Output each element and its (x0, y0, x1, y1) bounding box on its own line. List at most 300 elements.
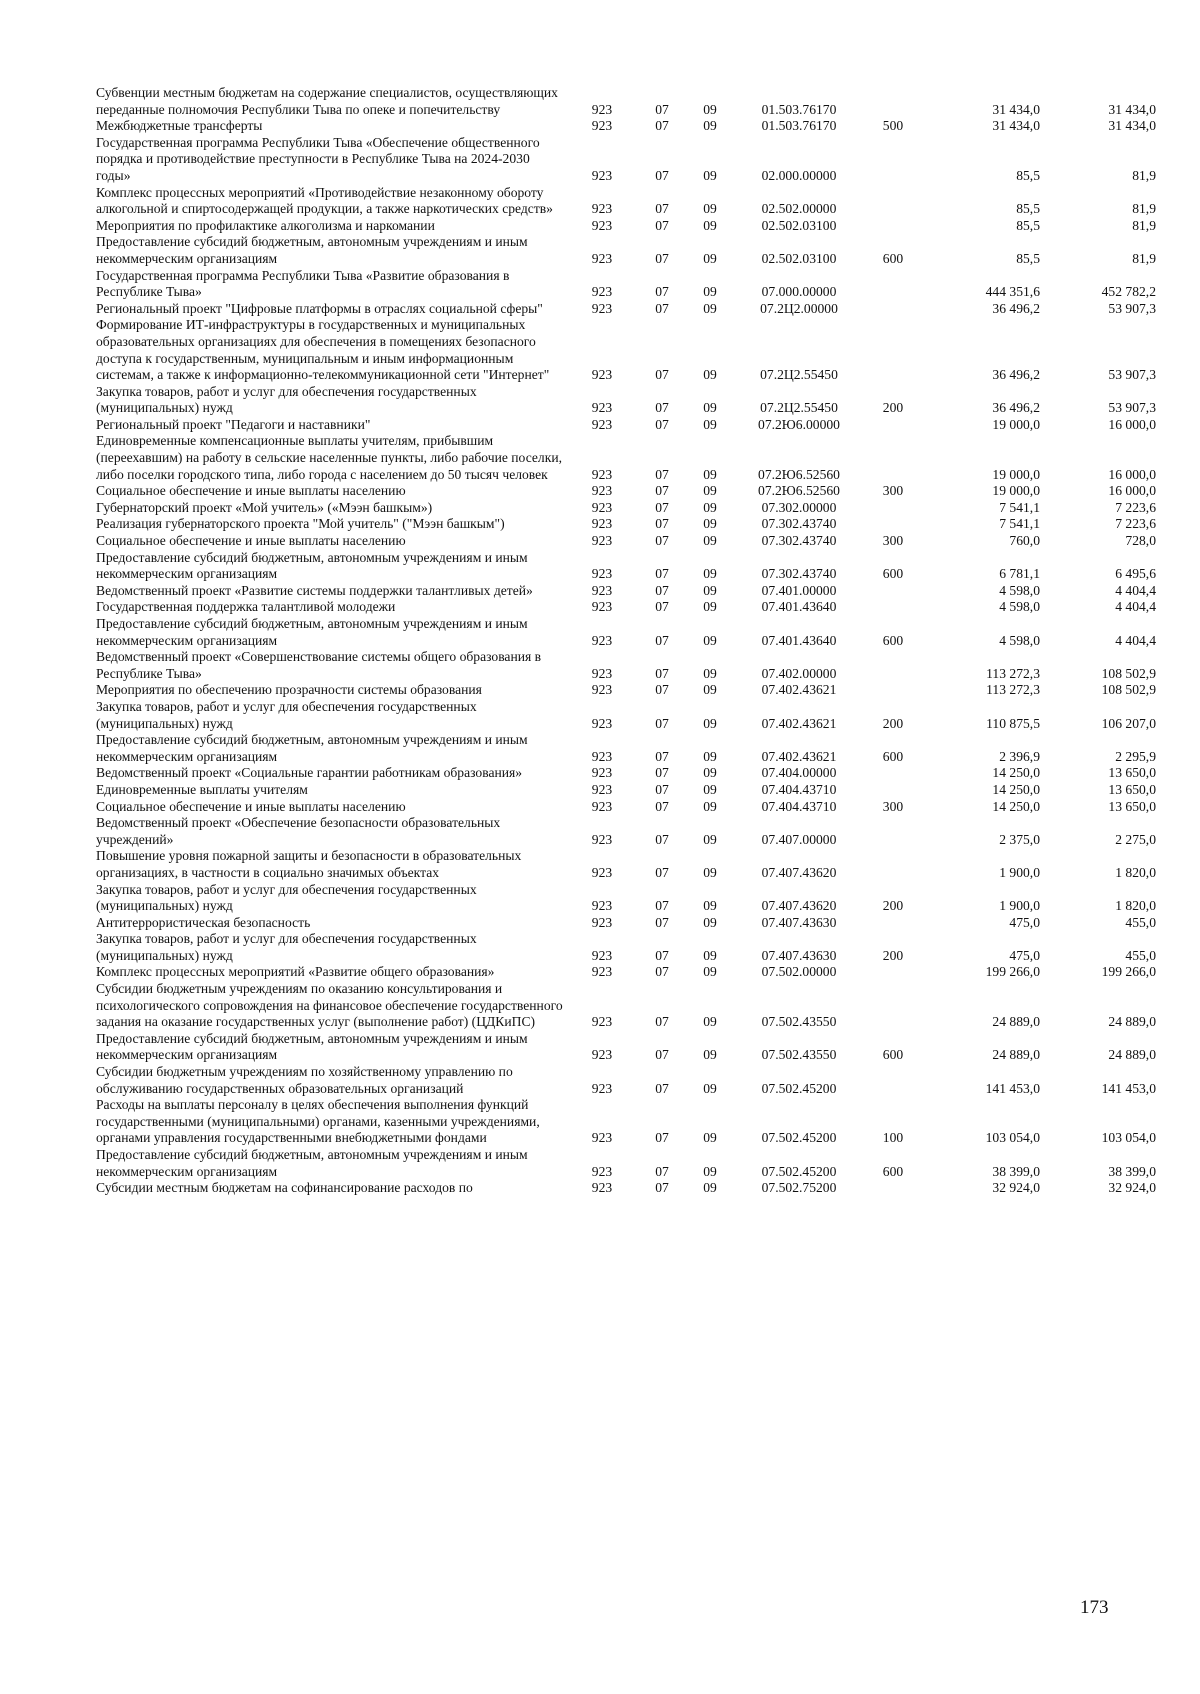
expense-type: 300 (882, 483, 904, 499)
section-code: 07 (655, 898, 669, 914)
target-article: 07.302.00000 (761, 499, 837, 515)
table-row (96, 317, 1156, 383)
section-code: 07 (655, 632, 669, 648)
amount-year-1: 24 889,0 (992, 1014, 1040, 1030)
row-name: Предоставление субсидий бюджетным, автономным учреждениям и иным некоммерческим организациям (96, 1147, 528, 1179)
table-row (96, 765, 1156, 782)
table-row (96, 185, 1156, 218)
amount-year-2: 13 650,0 (1108, 765, 1156, 781)
expense-type (864, 649, 922, 682)
target-article: 07.402.00000 (761, 665, 837, 681)
target-article: 07.502.45200 (761, 1163, 837, 1179)
row-name: Расходы на выплаты персоналу в целях обеспечения выполнения функций государственными (муниципальными) органами, казенными учреждениями, органами управления государственными внебюджетными фондами (96, 1097, 540, 1146)
section-code: 07 (655, 466, 669, 482)
ministry-code: 923 (591, 715, 613, 731)
section-code: 07 (655, 964, 669, 980)
amount-year-2: 4 404,4 (1115, 632, 1156, 648)
amount-year-1: 32 924,0 (992, 1180, 1040, 1196)
row-name: Ведомственный проект «Развитие системы поддержки талантливых детей» (96, 582, 533, 598)
ministry-code: 923 (591, 1080, 613, 1096)
row-name: Закупка товаров, работ и услуг для обеспечения государственных (муниципальных) нужд (96, 881, 477, 914)
table-row (96, 931, 1156, 964)
target-article: 02.502.03100 (761, 250, 837, 266)
table-row (96, 815, 1156, 848)
ministry-code: 923 (591, 118, 613, 134)
target-article: 02.000.00000 (761, 167, 837, 183)
amount-year-2: 13 650,0 (1108, 798, 1156, 814)
ministry-code: 923 (591, 599, 613, 615)
target-article: 07.404.43710 (761, 798, 837, 814)
table-row (96, 583, 1156, 600)
amount-year-2: 141 453,0 (1101, 1080, 1156, 1096)
table-row (96, 483, 1156, 500)
section-code: 07 (655, 665, 669, 681)
subsection-code: 09 (703, 864, 717, 880)
section-code: 07 (655, 864, 669, 880)
subsection-code: 09 (703, 1014, 717, 1030)
target-article: 07.404.00000 (761, 765, 837, 781)
amount-year-1: 103 054,0 (985, 1130, 1040, 1146)
target-article: 07.407.43620 (761, 864, 837, 880)
subsection-code: 09 (703, 765, 717, 781)
subsection-code: 09 (703, 748, 717, 764)
ministry-code: 923 (591, 632, 613, 648)
subsection-code: 09 (703, 250, 717, 266)
table-row (96, 1031, 1156, 1064)
expense-type: 600 (882, 1047, 904, 1063)
amount-year-2: 199 266,0 (1101, 964, 1156, 980)
section-code: 07 (655, 516, 669, 532)
target-article: 07.407.43630 (761, 947, 837, 963)
target-article: 07.401.43640 (761, 632, 837, 648)
subsection-code: 09 (703, 1047, 717, 1063)
row-name: Государственная поддержка талантливой молодежи (96, 599, 396, 615)
ministry-code: 923 (591, 367, 613, 383)
expense-type (864, 500, 922, 517)
table-row (96, 218, 1156, 235)
subsection-code: 09 (703, 217, 717, 233)
table-row (96, 848, 1156, 881)
target-article: 01.503.76170 (761, 118, 837, 134)
section-code: 07 (655, 167, 669, 183)
amount-year-1: 14 250,0 (992, 798, 1040, 814)
section-code: 07 (655, 284, 669, 300)
target-article: 07.502.00000 (761, 964, 837, 980)
expense-type (864, 301, 922, 318)
amount-year-2: 455,0 (1125, 914, 1156, 930)
section-code: 07 (655, 400, 669, 416)
expense-type (864, 765, 922, 782)
amount-year-1: 31 434,0 (992, 101, 1040, 117)
section-code: 07 (655, 1014, 669, 1030)
amount-year-2: 7 223,6 (1115, 499, 1156, 515)
section-code: 07 (655, 1080, 669, 1096)
subsection-code: 09 (703, 300, 717, 316)
expense-type (864, 218, 922, 235)
table-row (96, 234, 1156, 267)
amount-year-1: 14 250,0 (992, 781, 1040, 797)
row-name: Комплекс процессных мероприятий «Противодействие незаконному обороту алкогольной и спиртосодержащей продукции, а также наркотических средств» (96, 184, 553, 217)
target-article: 07.404.43710 (761, 781, 837, 797)
ministry-code: 923 (591, 898, 613, 914)
amount-year-1: 141 453,0 (985, 1080, 1040, 1096)
row-name: Межбюджетные трансферты (96, 118, 263, 134)
amount-year-1: 199 266,0 (985, 964, 1040, 980)
subsection-code: 09 (703, 284, 717, 300)
subsection-code: 09 (703, 715, 717, 731)
subsection-code: 09 (703, 665, 717, 681)
table-row (96, 1147, 1156, 1180)
section-code: 07 (655, 914, 669, 930)
amount-year-2: 81,9 (1132, 201, 1156, 217)
subsection-code: 09 (703, 167, 717, 183)
ministry-code: 923 (591, 416, 613, 432)
amount-year-2: 38 399,0 (1108, 1163, 1156, 1179)
row-name: Региональный проект "Педагоги и наставники" (96, 416, 371, 432)
ministry-code: 923 (591, 201, 613, 217)
row-name: Формирование ИТ-инфраструктуры в государственных и муниципальных образовательных организациях для обеспечения в помещениях безопасного доступа к государственным, муниципальным и иным информационным системам, а также к информационно-телекоммуникационной сети "Интернет" (96, 317, 550, 383)
target-article: 07.2Ц2.55450 (760, 367, 838, 383)
target-article: 07.401.43640 (761, 599, 837, 615)
section-code: 07 (655, 533, 669, 549)
ministry-code: 923 (591, 964, 613, 980)
section-code: 07 (655, 250, 669, 266)
subsection-code: 09 (703, 1130, 717, 1146)
subsection-code: 09 (703, 516, 717, 532)
amount-year-2: 13 650,0 (1108, 781, 1156, 797)
table-row (96, 118, 1156, 135)
row-name: Губернаторский проект «Мой учитель» («Мээн башкым») (96, 499, 433, 515)
amount-year-2: 106 207,0 (1101, 715, 1156, 731)
amount-year-2: 81,9 (1132, 167, 1156, 183)
expense-type: 200 (882, 715, 904, 731)
section-code: 07 (655, 765, 669, 781)
section-code: 07 (655, 1180, 669, 1196)
expense-type (864, 964, 922, 981)
amount-year-1: 6 781,1 (999, 566, 1040, 582)
section-code: 07 (655, 217, 669, 233)
section-code: 07 (655, 798, 669, 814)
ministry-code: 923 (591, 1130, 613, 1146)
amount-year-1: 85,5 (1016, 167, 1040, 183)
subsection-code: 09 (703, 533, 717, 549)
ministry-code: 923 (591, 566, 613, 582)
target-article: 07.502.43550 (761, 1014, 837, 1030)
section-code: 07 (655, 566, 669, 582)
expense-type: 200 (882, 898, 904, 914)
target-article: 02.502.03100 (761, 217, 837, 233)
expense-type: 600 (882, 566, 904, 582)
target-article: 07.302.43740 (761, 566, 837, 582)
amount-year-1: 85,5 (1016, 217, 1040, 233)
ministry-code: 923 (591, 1014, 613, 1030)
page-number: 173 (1080, 1597, 1109, 1618)
amount-year-2: 6 495,6 (1115, 566, 1156, 582)
ministry-code: 923 (591, 516, 613, 532)
ministry-code: 923 (591, 499, 613, 515)
subsection-code: 09 (703, 400, 717, 416)
section-code: 07 (655, 1047, 669, 1063)
ministry-code: 923 (591, 533, 613, 549)
table-row (96, 882, 1156, 915)
amount-year-2: 1 820,0 (1115, 864, 1156, 880)
table-row (96, 135, 1156, 185)
row-name: Государственная программа Республики Тыва «Обеспечение общественного порядка и противодействие преступности в Республике Тыва на 2024-2030 годы» (96, 134, 540, 183)
row-name: Социальное обеспечение и иные выплаты населению (96, 483, 406, 499)
expense-type: 600 (882, 250, 904, 266)
table-row (96, 433, 1156, 483)
amount-year-1: 444 351,6 (985, 284, 1040, 300)
table-row (96, 649, 1156, 682)
amount-year-1: 36 496,2 (992, 367, 1040, 383)
amount-year-1: 36 496,2 (992, 400, 1040, 416)
row-name: Предоставление субсидий бюджетным, автономным учреждениям и иным некоммерческим организациям (96, 732, 528, 764)
amount-year-2: 16 000,0 (1108, 483, 1156, 499)
amount-year-1: 14 250,0 (992, 765, 1040, 781)
row-name: Предоставление субсидий бюджетным, автономным учреждениям и иным некоммерческим организациям (96, 549, 528, 582)
section-code: 07 (655, 201, 669, 217)
amount-year-1: 7 541,1 (999, 516, 1040, 532)
section-code: 07 (655, 367, 669, 383)
subsection-code: 09 (703, 781, 717, 797)
ministry-code: 923 (591, 217, 613, 233)
amount-year-2: 452 782,2 (1101, 284, 1156, 300)
expense-type: 300 (882, 533, 904, 549)
amount-year-2: 32 924,0 (1108, 1180, 1156, 1196)
subsection-code: 09 (703, 682, 717, 698)
target-article: 07.302.43740 (761, 516, 837, 532)
amount-year-2: 81,9 (1132, 250, 1156, 266)
target-article: 07.502.45200 (761, 1130, 837, 1146)
budget-table-body (96, 85, 1156, 1197)
target-article: 07.401.00000 (761, 582, 837, 598)
amount-year-2: 16 000,0 (1108, 416, 1156, 432)
expense-type (864, 915, 922, 932)
expense-type (864, 1064, 922, 1097)
subsection-code: 09 (703, 483, 717, 499)
subsection-code: 09 (703, 599, 717, 615)
amount-year-1: 2 375,0 (999, 831, 1040, 847)
amount-year-1: 760,0 (1009, 533, 1040, 549)
expense-type: 500 (882, 118, 904, 134)
table-row (96, 516, 1156, 533)
section-code: 07 (655, 682, 669, 698)
subsection-code: 09 (703, 831, 717, 847)
ministry-code: 923 (591, 284, 613, 300)
table-row (96, 981, 1156, 1031)
subsection-code: 09 (703, 367, 717, 383)
target-article: 07.2Ц2.55450 (760, 400, 838, 416)
row-name: Региональный проект "Цифровые платформы в отраслях социальной сферы" (96, 300, 543, 316)
ministry-code: 923 (591, 1180, 613, 1196)
section-code: 07 (655, 1130, 669, 1146)
row-name: Предоставление субсидий бюджетным, автономным учреждениям и иным некоммерческим организациям (96, 234, 528, 266)
target-article: 07.502.75200 (761, 1180, 837, 1196)
ministry-code: 923 (591, 466, 613, 482)
target-article: 07.2Ю6.52560 (758, 483, 840, 499)
amount-year-1: 113 272,3 (986, 665, 1040, 681)
expense-type (864, 433, 922, 483)
row-name: Субсидии местным бюджетам на софинансирование расходов по (96, 1180, 473, 1196)
amount-year-2: 728,0 (1125, 533, 1156, 549)
amount-year-2: 53 907,3 (1108, 400, 1156, 416)
row-name: Государственная программа Республики Тыва «Развитие образования в Республике Тыва» (96, 267, 510, 300)
amount-year-2: 2 275,0 (1115, 831, 1156, 847)
ministry-code: 923 (591, 831, 613, 847)
ministry-code: 923 (591, 1163, 613, 1179)
subsection-code: 09 (703, 416, 717, 432)
amount-year-1: 19 000,0 (992, 483, 1040, 499)
ministry-code: 923 (591, 765, 613, 781)
table-row (96, 682, 1156, 699)
section-code: 07 (655, 118, 669, 134)
expense-type (864, 782, 922, 799)
expense-type (864, 417, 922, 434)
amount-year-1: 2 396,9 (999, 748, 1040, 764)
row-name: Закупка товаров, работ и услуг для обеспечения государственных (муниципальных) нужд (96, 931, 477, 963)
amount-year-1: 113 272,3 (986, 682, 1040, 698)
expense-type: 100 (882, 1130, 904, 1146)
subsection-code: 09 (703, 582, 717, 598)
target-article: 02.502.00000 (761, 201, 837, 217)
row-name: Ведомственный проект «Социальные гарантии работникам образования» (96, 765, 523, 781)
amount-year-1: 475,0 (1009, 947, 1040, 963)
amount-year-1: 475,0 (1009, 914, 1040, 930)
amount-year-2: 2 295,9 (1115, 748, 1156, 764)
subsection-code: 09 (703, 914, 717, 930)
target-article: 07.302.43740 (761, 533, 837, 549)
amount-year-1: 31 434,0 (992, 118, 1040, 134)
row-name: Предоставление субсидий бюджетным, автономным учреждениям и иным некоммерческим организациям (96, 616, 528, 648)
subsection-code: 09 (703, 632, 717, 648)
table-row (96, 1180, 1156, 1197)
row-name: Закупка товаров, работ и услуг для обеспечения государственных (муниципальных) нужд (96, 698, 477, 731)
ministry-code: 923 (591, 798, 613, 814)
table-row (96, 599, 1156, 616)
row-name: Комплекс процессных мероприятий «Развитие общего образования» (96, 964, 495, 980)
target-article: 07.000.00000 (761, 284, 837, 300)
target-article: 07.402.43621 (761, 715, 837, 731)
section-code: 07 (655, 483, 669, 499)
row-name: Социальное обеспечение и иные выплаты населению (96, 798, 406, 814)
section-code: 07 (655, 300, 669, 316)
section-code: 07 (655, 715, 669, 731)
amount-year-2: 31 434,0 (1108, 101, 1156, 117)
ministry-code: 923 (591, 781, 613, 797)
expense-type (864, 599, 922, 616)
ministry-code: 923 (591, 947, 613, 963)
section-code: 07 (655, 831, 669, 847)
ministry-code: 923 (591, 1047, 613, 1063)
target-article: 07.402.43621 (761, 682, 837, 698)
expense-type (864, 815, 922, 848)
amount-year-1: 7 541,1 (999, 499, 1040, 515)
amount-year-2: 16 000,0 (1108, 466, 1156, 482)
table-row (96, 699, 1156, 732)
subsection-code: 09 (703, 964, 717, 980)
ministry-code: 923 (591, 101, 613, 117)
amount-year-1: 38 399,0 (992, 1163, 1040, 1179)
section-code: 07 (655, 582, 669, 598)
subsection-code: 09 (703, 101, 717, 117)
table-row (96, 1097, 1156, 1147)
target-article: 07.407.43620 (761, 898, 837, 914)
table-row (96, 550, 1156, 583)
subsection-code: 09 (703, 566, 717, 582)
expense-type: 600 (882, 748, 904, 764)
row-name: Социальное обеспечение и иные выплаты населению (96, 533, 406, 549)
target-article: 07.407.43630 (761, 914, 837, 930)
target-article: 07.407.00000 (761, 831, 837, 847)
ministry-code: 923 (591, 748, 613, 764)
section-code: 07 (655, 947, 669, 963)
row-name: Единовременные выплаты учителям (96, 781, 308, 797)
expense-type (864, 848, 922, 881)
ministry-code: 923 (591, 864, 613, 880)
amount-year-2: 4 404,4 (1115, 582, 1156, 598)
target-article: 07.502.43550 (761, 1047, 837, 1063)
table-row (96, 782, 1156, 799)
amount-year-1: 1 900,0 (999, 898, 1040, 914)
subsection-code: 09 (703, 1080, 717, 1096)
section-code: 07 (655, 599, 669, 615)
row-name: Субвенции местным бюджетам на содержание специалистов, осуществляющих переданные полномочия Республики Тыва по опеке и попечительству (96, 85, 558, 117)
amount-year-2: 1 820,0 (1115, 898, 1156, 914)
subsection-code: 09 (703, 1163, 717, 1179)
table-row (96, 799, 1156, 816)
amount-year-2: 24 889,0 (1108, 1047, 1156, 1063)
amount-year-1: 85,5 (1016, 201, 1040, 217)
row-name: Антитеррористическая безопасность (96, 914, 311, 930)
target-article: 07.2Ю6.00000 (758, 416, 840, 432)
table-row (96, 533, 1156, 550)
expense-type (864, 317, 922, 383)
subsection-code: 09 (703, 201, 717, 217)
target-article: 07.502.45200 (761, 1080, 837, 1096)
amount-year-1: 4 598,0 (999, 599, 1040, 615)
target-article: 01.503.76170 (761, 101, 837, 117)
expense-type (864, 185, 922, 218)
table-row (96, 268, 1156, 301)
section-code: 07 (655, 499, 669, 515)
ministry-code: 923 (591, 582, 613, 598)
table-row (96, 1064, 1156, 1097)
amount-year-1: 85,5 (1016, 250, 1040, 266)
table-row (96, 915, 1156, 932)
amount-year-2: 7 223,6 (1115, 516, 1156, 532)
expense-type: 300 (882, 798, 904, 814)
section-code: 07 (655, 781, 669, 797)
table-row (96, 732, 1156, 765)
amount-year-1: 110 875,5 (986, 715, 1040, 731)
ministry-code: 923 (591, 167, 613, 183)
row-name: Субсидии бюджетным учреждениям по хозяйственному управлению по обслуживанию государственных образовательных организаций (96, 1064, 513, 1096)
section-code: 07 (655, 101, 669, 117)
amount-year-1: 1 900,0 (999, 864, 1040, 880)
expense-type: 200 (882, 400, 904, 416)
table-row (96, 964, 1156, 981)
expense-type (864, 516, 922, 533)
budget-table (96, 85, 1156, 1197)
target-article: 07.402.43621 (761, 748, 837, 764)
table-row (96, 85, 1156, 118)
expense-type (864, 981, 922, 1031)
amount-year-2: 53 907,3 (1108, 367, 1156, 383)
expense-type (864, 583, 922, 600)
amount-year-2: 108 502,9 (1101, 665, 1156, 681)
subsection-code: 09 (703, 898, 717, 914)
amount-year-2: 108 502,9 (1101, 682, 1156, 698)
